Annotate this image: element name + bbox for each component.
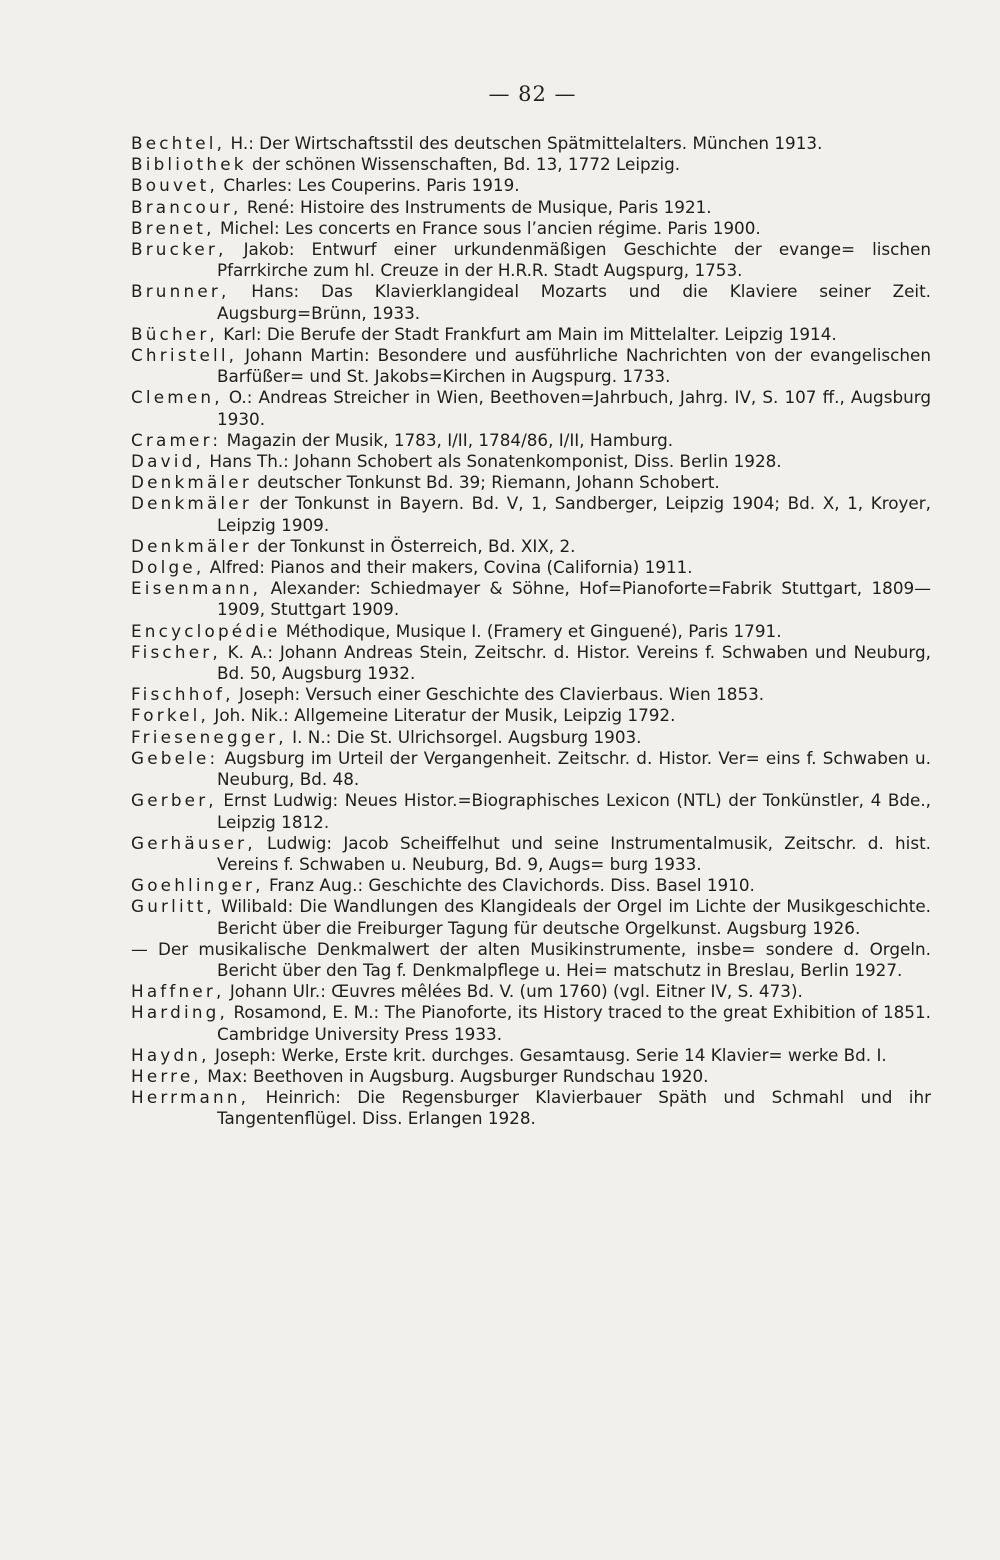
entry-text: H.: Der Wirtschaftsstil des deutschen Spätmittelalters. München 1913.: [225, 133, 823, 153]
entry-text: Ludwig: Jacob Scheiffelhut und seine Instrumentalmusik, Zeitschr. d. hist. Vereins f. Schwaben u. Neuburg, Bd. 9, Augs= burg 1933.: [217, 832, 931, 874]
entry-author: Brucker,: [131, 239, 227, 260]
entry-author: Gebele:: [131, 747, 219, 768]
entry-text: Max: Beethoven in Augsburg. Augsburger Rundschau 1920.: [201, 1065, 709, 1086]
entry-author: Clemen,: [131, 387, 223, 408]
entry-text: Johann Ulr.: Œuvres mêlées Bd. V. (um 1760) (vgl. Eitner IV, S. 473).: [224, 981, 803, 1002]
entry-text: Joseph: Werke, Erste krit. durchges. Gesamtausg. Serie 14 Klavier= werke Bd. I.: [209, 1044, 887, 1065]
entry-text: deutscher Tonkunst Bd. 39; Riemann, Johann Schobert.: [251, 472, 720, 493]
bibliography-entry: [131, 896, 931, 938]
bibliography-entry: [131, 748, 931, 790]
entry-author: Gerber,: [131, 790, 217, 811]
entry-text: Alexander: Schiedmayer & Söhne, Hof=Pianoforte=Fabrik Stuttgart, 1809—1909, Stuttgart 1909.: [217, 578, 931, 620]
bibliography-entry: [131, 239, 931, 281]
entry-text: Joseph: Versuch einer Geschichte des Clavierbaus. Wien 1853.: [233, 684, 765, 705]
entry-text: Karl: Die Berufe der Stadt Frankfurt am Main im Mittelalter. Leipzig 1914.: [217, 323, 837, 344]
entry-text: I. N.: Die St. Ulrichsorgel. Augsburg 1903.: [286, 726, 642, 747]
bibliography-list: [131, 133, 931, 1130]
bibliography-entry: [131, 1045, 931, 1066]
bibliography-entry: [131, 345, 931, 387]
entry-text: der Tonkunst in Bayern. Bd. V, 1, Sandberger, Leipzig 1904; Bd. X, 1, Kroyer, Leipzig 1909.: [217, 493, 931, 535]
entry-author: Brenet,: [131, 217, 215, 238]
bibliography-entry: [131, 133, 931, 154]
bibliography-entry: [131, 218, 931, 239]
entry-author: Haffner,: [131, 981, 225, 1002]
bibliography-entry: [131, 154, 931, 175]
entry-text: Rosamond, E. M.: The Pianoforte, its History traced to the great Exhibition of 1851. Cambridge University Press 1933.: [217, 1002, 931, 1044]
bibliography-entry: [131, 451, 931, 472]
bibliography-entry: [131, 1066, 931, 1087]
entry-author: Harding,: [131, 1002, 229, 1023]
entry-text: der schönen Wissenschaften, Bd. 13, 1772 Leipzig.: [246, 154, 681, 175]
entry-text: Magazin der Musik, 1783, I/II, 1784/86, I/II, Hamburg.: [221, 429, 674, 450]
bibliography-entry: [131, 981, 931, 1002]
entry-author: Bücher,: [131, 323, 218, 344]
entry-text: — Der musikalische Denkmalwert der alten Musikinstrumente, insbe= sondere d. Orgeln. Bericht über den Tag f. Denkmalpflege u. Hei= matschutz in Breslau, Berlin 1927.: [131, 938, 931, 980]
entry-author: Denkmäler: [131, 535, 252, 556]
bibliography-entry: [131, 387, 931, 429]
entry-author: Bechtel,: [131, 133, 226, 153]
bibliography-entry: [131, 578, 931, 620]
entry-text: Hans Th.: Johann Schobert als Sonatenkomponist, Diss. Berlin 1928.: [204, 451, 782, 472]
entry-text: K. A.: Johann Andreas Stein, Zeitschr. d. Histor. Vereins f. Schwaben und Neuburg, Bd. 50, Augsburg 1932.: [217, 641, 931, 684]
bibliography-entry: [131, 536, 931, 557]
entry-author: Herre,: [131, 1065, 202, 1086]
entry-text: Johann Martin: Besondere und ausführliche Nachrichten von der evangelischen Barfüßer= und St. Jakobs=Kirchen in Augspurg. 1733.: [217, 345, 931, 387]
entry-author: Herrmann,: [131, 1087, 250, 1108]
bibliography-entry: [131, 281, 931, 323]
entry-author: Friesenegger,: [131, 726, 287, 747]
entry-author: Brunner,: [131, 281, 230, 302]
bibliography-entry: [131, 324, 931, 345]
bibliography-entry: [131, 493, 931, 535]
bibliography-entry: [131, 939, 931, 981]
entry-author: Forkel,: [131, 705, 210, 726]
bibliography-entry: [131, 705, 931, 726]
entry-author: Gerhäuser,: [131, 832, 256, 853]
bibliography-entry: [131, 175, 931, 196]
entry-author: Fischer,: [131, 641, 221, 662]
bibliography-entry: [131, 1002, 931, 1044]
bibliography-entry: [131, 833, 931, 875]
bibliography-entry: [131, 621, 931, 642]
entry-text: Méthodique, Musique I. (Framery et Ginguené), Paris 1791.: [280, 620, 782, 641]
entry-text: Ernst Ludwig: Neues Histor.=Biographisches Lexicon (NTL) der Tonkünstler, 4 Bde., Leipzig 1812.: [216, 790, 931, 832]
bibliography-entry: [131, 472, 931, 493]
entry-text: Augsburg im Urteil der Vergangenheit. Zeitschr. d. Histor. Ver= eins f. Schwaben u. Neuburg, Bd. 48.: [217, 747, 931, 790]
entry-author: Eisenmann,: [131, 578, 262, 599]
entry-author: Denkmäler: [131, 493, 252, 514]
entry-author: Christell,: [131, 345, 238, 366]
bibliography-entry: [131, 727, 931, 748]
entry-text: Joh. Nik.: Allgemeine Literatur der Musik, Leipzig 1792.: [209, 705, 676, 726]
entry-author: Goehlinger,: [131, 875, 264, 896]
entry-author: Gurlitt,: [131, 896, 215, 917]
bibliography-entry: [131, 197, 931, 218]
entry-author: David,: [131, 451, 204, 472]
entry-text: Heinrich: Die Regensburger Klavierbauer Späth und Schmahl und ihr Tangentenflügel. Diss. Erlangen 1928.: [217, 1087, 931, 1129]
entry-text: Charles: Les Couperins. Paris 1919.: [218, 175, 520, 196]
entry-text: Franz Aug.: Geschichte des Clavichords. Diss. Basel 1910.: [263, 875, 755, 896]
entry-author: Haydn,: [131, 1044, 210, 1065]
entry-author: Dolge,: [131, 557, 205, 578]
bibliography-entry: [131, 684, 931, 705]
bibliography-entry: [131, 790, 931, 832]
entry-text: Hans: Das Klavierklangideal Mozarts und die Klaviere seiner Zeit. Augsburg=Brünn, 1933.: [217, 281, 931, 323]
page-number: — 82 —: [488, 82, 577, 106]
entry-author: Brancour,: [131, 196, 242, 217]
entry-author: Bibliothek: [131, 154, 247, 175]
entry-author: Denkmäler: [131, 472, 252, 493]
entry-text: O.: Andreas Streicher in Wien, Beethoven=Jahrbuch, Jahrg. IV, S. 107 ff., Augsburg 1930.: [217, 387, 931, 429]
bibliography-entry: [131, 430, 931, 451]
entry-author: Fischhof,: [131, 684, 234, 705]
entry-text: Michel: Les concerts en France sous l’ancien régime. Paris 1900.: [214, 217, 761, 238]
entry-text: Wilibald: Die Wandlungen des Klangideals der Orgel im Lichte der Musikgeschichte. Bericht über die Freiburger Tagung für deutsche Orgelkunst. Augsburg 1926.: [214, 896, 931, 938]
bibliography-entry: [131, 1087, 931, 1129]
entry-text: René: Histoire des Instruments de Musique, Paris 1921.: [241, 196, 712, 217]
bibliography-entry: [131, 875, 931, 896]
entry-author: Cramer:: [131, 429, 222, 450]
entry-text: Jakob: Entwurf einer urkundenmäßigen Geschichte der evange= lischen Pfarrkirche zum hl. Creuze in der H.R.R. Stadt Augspurg, 1753.: [217, 239, 931, 281]
bibliography-entry: [131, 557, 931, 578]
entry-text: der Tonkunst in Österreich, Bd. XIX, 2.: [251, 535, 576, 556]
entry-text: Alfred: Pianos and their makers, Covina (California) 1911.: [204, 557, 693, 578]
entry-author: Bouvet,: [131, 175, 218, 196]
entry-author: Encyclopédie: [131, 620, 281, 641]
bibliography-entry: [131, 642, 931, 684]
